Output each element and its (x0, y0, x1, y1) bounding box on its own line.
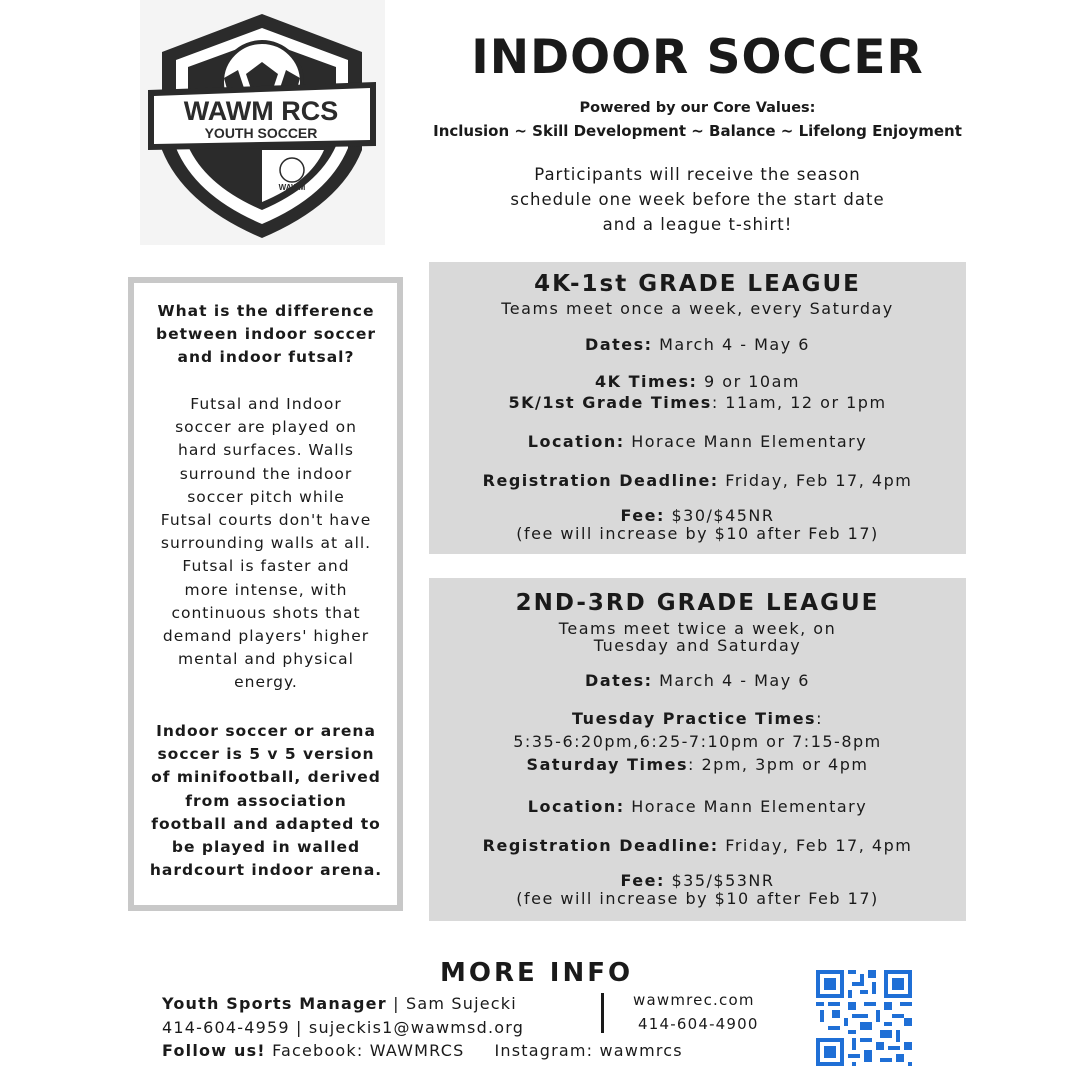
dates-value: March 4 - May 6 (652, 671, 810, 690)
faq-answer-line: soccer pitch while (187, 487, 345, 506)
league-deadline (429, 472, 966, 490)
office-phone[interactable]: 414-604-4900 (638, 1015, 759, 1033)
league-deadline (429, 837, 966, 855)
league-subtitle: Teams meet twice a week, on (558, 619, 837, 638)
fee-value: $30/$45NR (664, 506, 775, 525)
league-fee-note: (fee will increase by $10 after Feb 17) (516, 524, 879, 543)
manager-label: Youth Sports Manager (162, 994, 387, 1013)
league-location (429, 798, 966, 816)
fee-value: $35/$53NR (664, 871, 775, 890)
faq-answer-line: continuous shots that (171, 603, 361, 622)
faq-answer (140, 393, 392, 695)
fee-label: Fee: (620, 506, 665, 525)
league-5k-times (429, 394, 966, 412)
dates-label: Dates: (585, 335, 653, 354)
faq-question-line: What is the difference (157, 302, 375, 320)
league-dates (429, 336, 966, 354)
location-label: Location: (527, 432, 625, 451)
deadline-label: Registration Deadline: (482, 836, 719, 855)
faq-question-line: and indoor futsal? (177, 348, 355, 367)
facebook-handle[interactable]: Facebook: WAWMRCS (265, 1041, 465, 1060)
times-label: 5K/1st Grade Times (508, 393, 712, 412)
faq-answer-line: soccer are played on (175, 418, 357, 437)
faq-answer-line: more intense, with (184, 580, 348, 599)
location-value: Horace Mann Elementary (624, 432, 868, 451)
league-logo (140, 0, 385, 245)
manager-name: | Sam Sujecki (386, 994, 517, 1013)
times-label: Saturday Times (526, 755, 688, 774)
deadline-value: Friday, Feb 17, 4pm (718, 471, 913, 490)
faq-question-line: between indoor soccer (156, 325, 376, 344)
page-title: INDOOR SOCCER (471, 30, 924, 85)
faq-arena-line: soccer is 5 v 5 version (157, 745, 375, 764)
intro-line: Participants will receive the season (534, 165, 861, 184)
league-fee (429, 872, 966, 890)
league-4k-times (429, 373, 966, 391)
league-tue-label (429, 710, 966, 728)
faq-answer-line: surrounding walls at all. (160, 534, 372, 553)
league-dates (429, 672, 966, 690)
league-fee (429, 507, 966, 525)
core-values-heading: Powered by our Core Values: (579, 100, 816, 116)
core-values: Inclusion ~ Skill Development ~ Balance ~ Lifelong Enjoyment (433, 122, 962, 140)
times-value: 9 or 10am (697, 372, 800, 391)
times-colon: : (816, 709, 823, 728)
faq-answer-line: Futsal courts don't have (160, 511, 372, 530)
qr-code[interactable] (816, 970, 912, 1066)
instagram-handle[interactable]: Instagram: wawmrcs (494, 1041, 683, 1060)
faq-answer-line: mental and physical (178, 650, 354, 669)
logo-badge: WAWM (278, 183, 306, 192)
times-value: : 2pm, 3pm or 4pm (688, 755, 869, 774)
logo-line2: YOUTH SOCCER (204, 125, 318, 141)
deadline-label: Registration Deadline: (482, 471, 719, 490)
manager-line (162, 994, 517, 1014)
faq-arena-line: Indoor soccer or arena (156, 722, 376, 740)
website-link[interactable]: wawmrec.com (633, 991, 755, 1009)
faq-arena-line: hardcourt indoor arena. (149, 861, 383, 880)
faq-answer-line: demand players' higher (162, 627, 370, 646)
faq-answer-line: hard surfaces. Walls (178, 441, 354, 460)
league-title: 2ND-3RD GRADE LEAGUE (515, 590, 880, 616)
faq-answer-line: Futsal and Indoor (190, 395, 342, 413)
league-subtitle: Tuesday and Saturday (593, 636, 802, 655)
faq-arena-line: football and adapted to (151, 814, 381, 833)
league-sat-times (429, 756, 966, 774)
faq-answer-line: Futsal is faster and (182, 557, 350, 576)
more-info-title: MORE INFO (440, 958, 634, 988)
league-subtitle: Teams meet once a week, every Saturday (501, 299, 894, 318)
league-title: 4K-1st GRADE LEAGUE (534, 271, 861, 297)
social-line (162, 1041, 683, 1061)
faq-question (140, 300, 392, 370)
faq-answer-line: energy. (234, 673, 298, 692)
league-location (429, 433, 966, 451)
intro-line: schedule one week before the start date (510, 190, 885, 209)
follow-label: Follow us! (162, 1041, 266, 1060)
intro-text (440, 162, 955, 237)
league-fee-note: (fee will increase by $10 after Feb 17) (516, 889, 879, 908)
faq-arena-line: from association (185, 791, 347, 810)
intro-line: and a league t-shirt! (602, 215, 793, 234)
location-value: Horace Mann Elementary (624, 797, 868, 816)
dates-label: Dates: (585, 671, 653, 690)
deadline-value: Friday, Feb 17, 4pm (718, 836, 913, 855)
logo-line1: WAWM RCS (183, 96, 339, 126)
faq-answer-line: surround the indoor (179, 464, 353, 483)
times-label: Tuesday Practice Times (572, 709, 817, 728)
manager-contact[interactable]: 414-604-4959 | sujeckis1@wawmsd.org (162, 1018, 525, 1037)
league-tue-times: 5:35-6:20pm,6:25-7:10pm or 7:15-8pm (513, 732, 882, 751)
dates-value: March 4 - May 6 (652, 335, 810, 354)
faq-arena-line: be played in walled (171, 838, 361, 857)
faq-arena-note (140, 720, 392, 882)
times-value: : 11am, 12 or 1pm (711, 393, 887, 412)
times-label: 4K Times: (594, 372, 698, 391)
divider (601, 993, 604, 1033)
location-label: Location: (527, 797, 625, 816)
fee-label: Fee: (620, 871, 665, 890)
faq-arena-line: of minifootball, derived (151, 768, 381, 787)
